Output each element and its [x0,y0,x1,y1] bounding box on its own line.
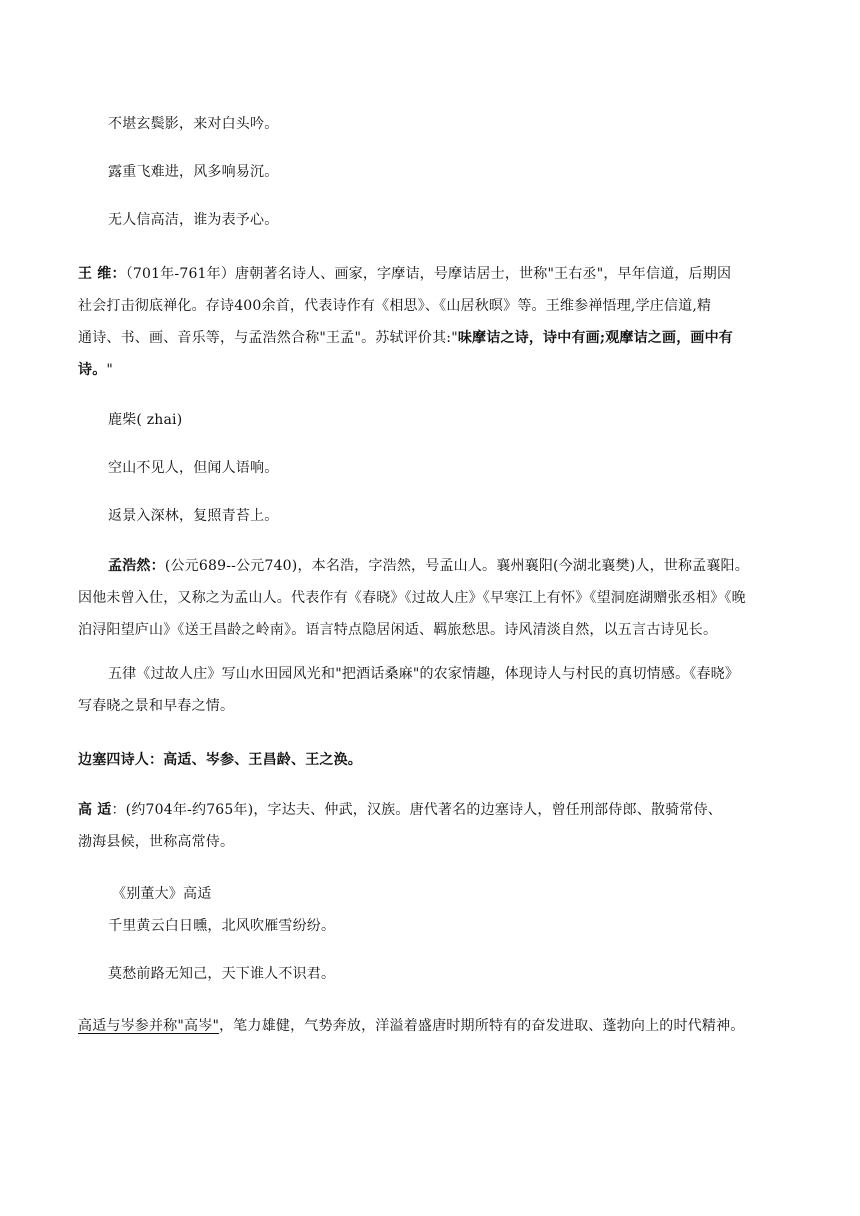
poem-line: 返景入深林，复照青苔上。 [108,508,279,524]
menghaoran-paragraph-line: 孟浩然：(公元689--公元740)，本名浩，字浩然，号孟山人。襄州襄阳(今湖北襄樊)人，世称孟襄阳。 [108,558,749,574]
poem-line: 莫愁前路无知己，天下谁人不识君。 [108,966,336,982]
biansai-heading: 边塞四诗人：高适、岑参、王昌龄、王之涣。 [78,752,362,768]
gaocen-phrase: 高适与岑参并称"高岑" [78,1018,220,1034]
poem-line: 空山不见人，但闻人语响。 [108,460,279,476]
menghaoran-paragraph-line: 泊浔阳望庐山》《送王昌龄之岭南》。语言特点隐居闲适、羁旅愁思。诗风清淡自然，以五言古诗见长。 [78,622,718,638]
gaoshi-paragraph-line: 高 适：(约704年-约765年)，字达夫、仲武，汉族。唐代著名的边塞诗人，曾任刑部侍郎、散骑常侍、 [78,802,722,818]
closing-paragraph-line: 高适与岑参并称"高岑"，笔力雄健，气势奔放，洋溢着盛唐时期所特有的奋发进取、蓬勃向上的时代精神。 [78,1018,745,1034]
wulv-paragraph-line: 写春晓之景和早春之情。 [78,698,235,714]
poem-line: 无人信高洁，谁为表予心。 [108,212,279,228]
wangwei-paragraph-line: 王 维：（701年-761年）唐朝著名诗人、画家，字摩诘，号摩诘居士，世称"王右丞"，早年信道，后期因 [78,266,732,282]
gaoshi-name: 高 适 [78,802,112,818]
wulv-paragraph-line: 五律《过故人庄》写山水田园风光和"把酒话桑麻"的农家情趣，体现诗人与村民的真切情感。《春晓》 [108,666,740,682]
poem-line: 不堪玄鬓影，来对白头吟。 [108,116,279,132]
menghaoran-name: 孟浩然： [108,558,165,574]
poem-line: 千里黄云白日曛，北风吹雁雪纷纷。 [108,918,336,934]
wangwei-paragraph-line: 诗。" [78,362,114,378]
poem-title: 鹿柴( zhai) [108,412,183,428]
menghaoran-paragraph-line: 因他未曾入仕，又称之为孟山人。代表作有《春晓》《过故人庄》《早寒江上有怀》《望洞庭湖赠张丞相》《晚 [78,590,746,606]
poem-title: 《别董大》高适 [112,886,212,902]
poem-line: 露重飞难进，风多响易沉。 [108,164,279,180]
wangwei-paragraph-line: 通诗、书、画、音乐等，与孟浩然合称"王孟"。苏轼评价其:"味摩诘之诗，诗中有画;观摩诘之画，画中有 [78,330,734,346]
wangwei-paragraph-line: 社会打击彻底禅化。存诗400余首，代表诗作有《相思》、《山居秋暝》等。王维参禅悟理,学庄信道,精 [78,298,712,314]
gaoshi-paragraph-line: 渤海县候，世称高常侍。 [78,834,235,850]
wangwei-name: 王 维： [78,266,126,282]
sushi-quote: 味摩诘之诗，诗中有画;观摩诘之画，画中有 [457,330,734,346]
